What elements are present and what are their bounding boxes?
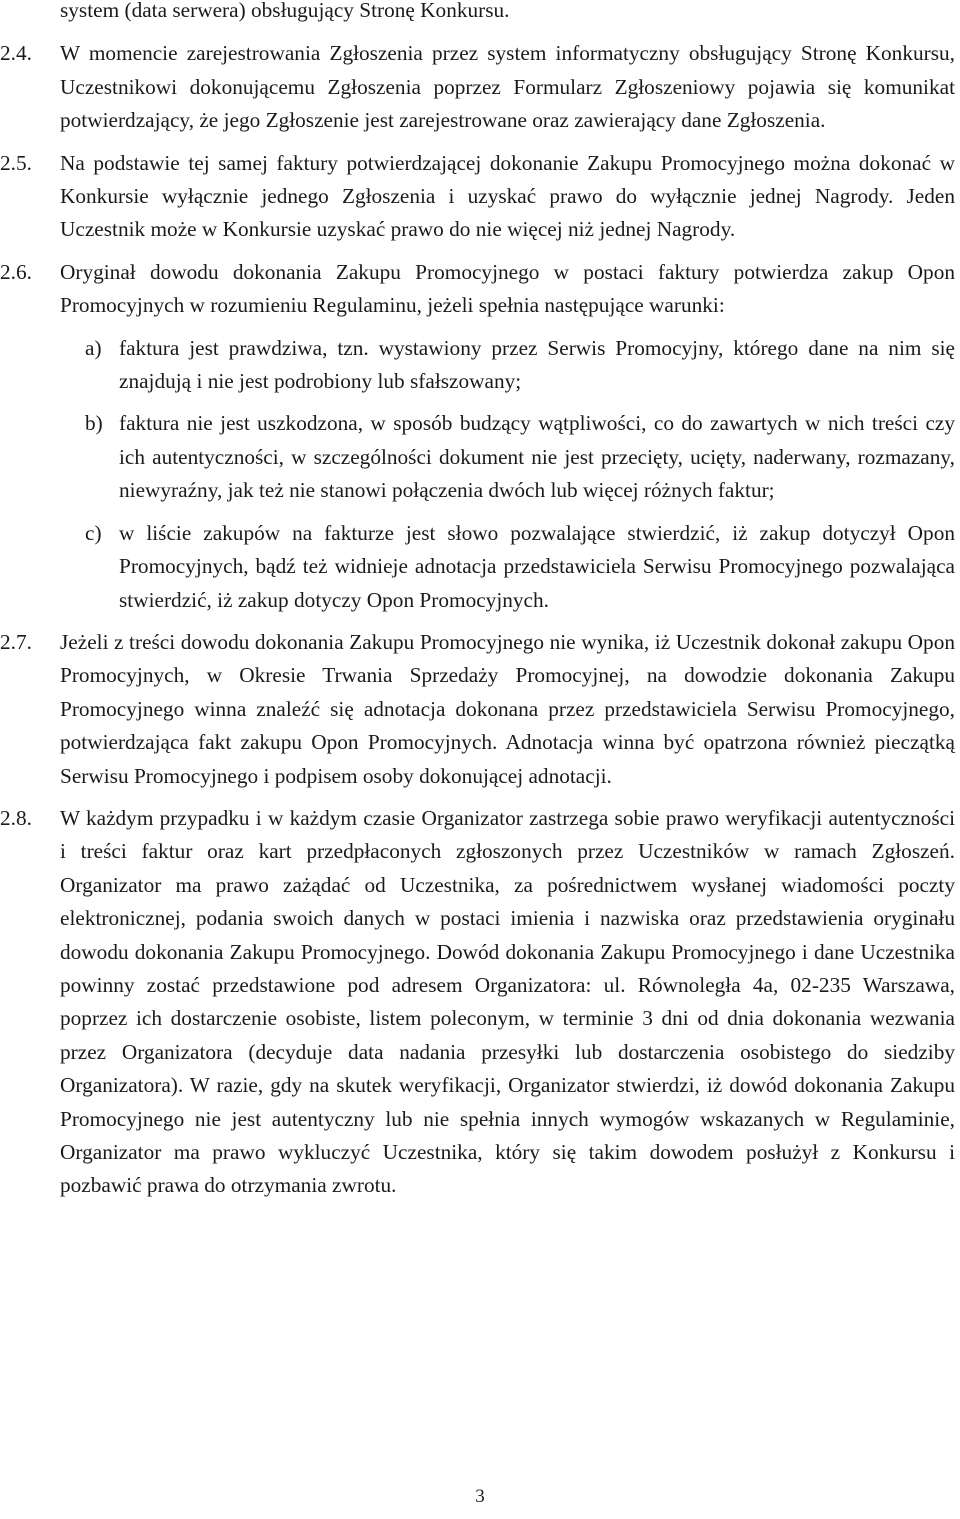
section-2-7 — [0, 626, 955, 793]
list-item-label: a) — [85, 335, 102, 360]
section-2-8 — [0, 802, 955, 1203]
page-number: 3 — [475, 1486, 485, 1507]
list-item-text: faktura nie jest uszkodzona, w sposób budzący wątpliwości, co do zawartych w nich treści czy ich autentyczności, w szczególności dokument nie jest przecięty, ucięty, naderwany, rozmazany, niewyraźny, jak też nie stanowi połączenia dwóch lub więcej różnych faktur; — [119, 411, 955, 503]
section-number: 2.6. — [0, 259, 32, 284]
section-text: Na podstawie tej samej faktury potwierdzającej dokonanie Zakupu Promocyjnego można dokonać w Konkursie wyłącznie jednego Zgłoszenia i uzyskać prawo do wyłącznie jednej Nagrody. Jeden Uczestnik może w Konkursie uzyskać prawo do nie więcej niż jednej Nagrody. — [60, 150, 955, 242]
section-2-5 — [0, 147, 955, 247]
section-text: W każdym przypadku i w każdym czasie Organizator zastrzega sobie prawo weryfikacji autentyczności i treści faktur oraz kart przedpłaconych zgłoszonych przez Uczestników w ramach Zgłoszeń. Organizator ma prawo zażądać od Uczestnika, za pośrednictwem wysłanej wiadomości poczty elektronicznej, podania swoich danych w postaci imienia i nazwiska oraz przedstawienia oryginału dowodu dokonania Zakupu Promocyjnego. Dowód dokonania Zakupu Promocyjnego i dane Uczestnika powinny zostać przedstawione pod adresem Organizatora: ul. Równoległa 4a, 02-235 Warszawa, poprzez ich dostarczenie osobiste, listem poleconym, w terminie 3 dni od dnia dokonania wezwania przez Organizatora (decyduje data nadania przesyłki lub dostarczenia osobistego do siedziby Organizatora). W razie, gdy na skutek weryfikacji, Organizator stwierdzi, iż dowód dokonania Zakupu Promocyjnego nie jest autentyczny lub nie spełnia innych wymogów wskazanych w Regulaminie, Organizator ma prawo wykluczyć Uczestnika, który się takim dowodem posłużył z Konkursu i pozbawić prawa do otrzymania zwrotu. — [60, 805, 955, 1198]
section-number: 2.8. — [0, 805, 32, 830]
list-item-a — [85, 332, 955, 399]
section-number: 2.4. — [0, 41, 32, 66]
list-item-b — [85, 407, 955, 507]
continuation-text: system (data serwera) obsługujący Stronę Konkursu. — [60, 0, 510, 22]
list-item-c — [85, 517, 955, 617]
section-number: 2.7. — [0, 629, 32, 654]
list-item-label: b) — [85, 411, 103, 436]
list-item-label: c) — [85, 520, 102, 545]
section-number: 2.5. — [0, 150, 32, 175]
section-2-4 — [0, 37, 955, 137]
section-2-6 — [0, 256, 955, 323]
list-item-text: w liście zakupów na fakturze jest słowo pozwalające stwierdzić, iż zakup dotyczył Opon Promocyjnych, bądź też widnieje adnotacja przedstawiciela Serwisu Promocyjnego pozwalająca stwierdzić, iż zakup dotyczy Opon Promocyjnych. — [119, 520, 955, 612]
section-text: W momencie zarejestrowania Zgłoszenia przez system informatyczny obsługujący Stronę Konkursu, Uczestnikowi dokonującemu Zgłoszenia poprzez Formularz Zgłoszeniowy pojawia się komunikat potwierdzający, że jego Zgłoszenie jest zarejestrowane oraz zawierający dane Zgłoszenia. — [60, 41, 955, 133]
section-text: Jeżeli z treści dowodu dokonania Zakupu Promocyjnego nie wynika, iż Uczestnik dokonał zakupu Opon Promocyjnych, w Okresie Trwania Sprzedaży Promocyjnej, na dowodzie dokonania Zakupu Promocyjnego winna znaleźć się adnotacja dokonana przez przedstawiciela Serwisu Promocyjnego, potwierdzająca fakt zakupu Opon Promocyjnych. Adnotacja winna być opatrzona również pieczątką Serwisu Promocyjnego i podpisem osoby dokonującej adnotacji. — [60, 629, 955, 788]
list-item-text: faktura jest prawdziwa, tzn. wystawiony przez Serwis Promocyjny, którego dane na nim się znajdują i nie jest podrobiony lub sfałszowany; — [119, 335, 955, 394]
section-text: Oryginał dowodu dokonania Zakupu Promocyjnego w postaci faktury potwierdza zakup Opon Promocyjnych w rozumieniu Regulaminu, jeżeli spełnia następujące warunki: — [60, 259, 955, 318]
